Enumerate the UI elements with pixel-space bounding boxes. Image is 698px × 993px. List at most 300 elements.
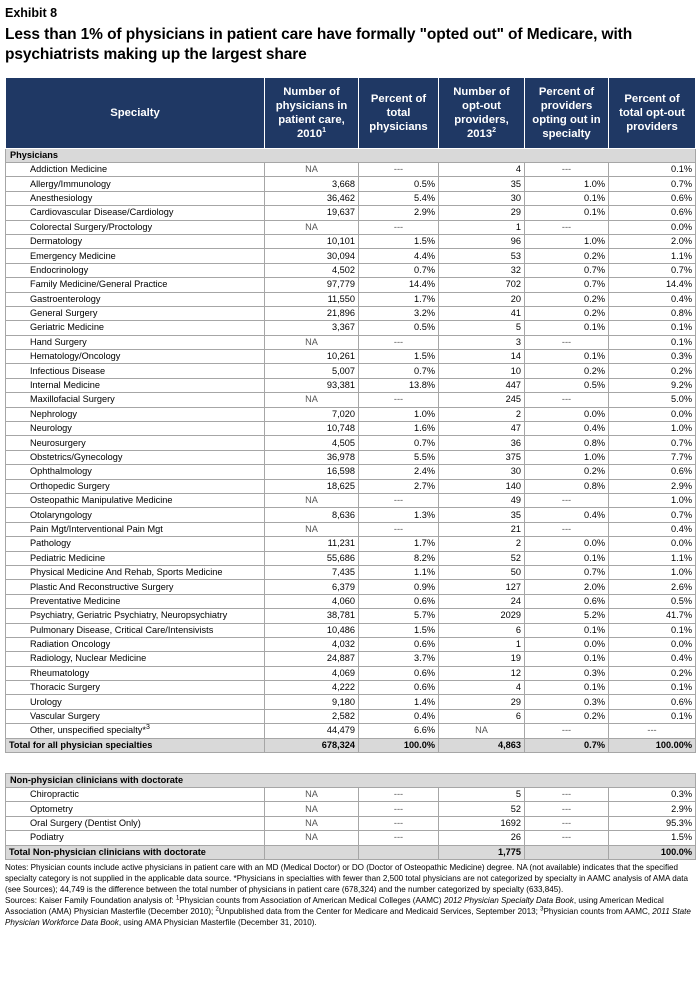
cell-physicians: 10,261 bbox=[265, 350, 359, 364]
cell-physicians: NA bbox=[265, 393, 359, 407]
cell-pct-specialty bbox=[525, 845, 609, 859]
cell-specialty: Optometry bbox=[6, 802, 265, 816]
table-row bbox=[6, 191, 696, 205]
cell-pct-specialty: --- bbox=[525, 493, 609, 507]
header-pct-total: Percent of total physicians bbox=[359, 78, 439, 149]
cell-pct-optout: 0.2% bbox=[609, 666, 696, 680]
cell-pct-total: --- bbox=[359, 220, 439, 234]
cell-specialty: Chiropractic bbox=[6, 788, 265, 802]
cell-physicians: 97,779 bbox=[265, 278, 359, 292]
cell-pct-optout: 0.3% bbox=[609, 350, 696, 364]
cell-optout: 2029 bbox=[439, 609, 525, 623]
cell-specialty: Internal Medicine bbox=[6, 378, 265, 392]
cell-pct-total: 14.4% bbox=[359, 278, 439, 292]
cell-pct-total: 1.6% bbox=[359, 422, 439, 436]
cell-pct-optout: 14.4% bbox=[609, 278, 696, 292]
sources-part-e: Physician counts from AAMC, bbox=[543, 906, 653, 916]
cell-specialty: Pain Mgt/Interventional Pain Mgt bbox=[6, 522, 265, 536]
cell-optout: 32 bbox=[439, 263, 525, 277]
cell-pct-specialty: 0.0% bbox=[525, 407, 609, 421]
cell-pct-specialty: 0.7% bbox=[525, 565, 609, 579]
cell-specialty: Cardiovascular Disease/Cardiology bbox=[6, 206, 265, 220]
cell-pct-specialty: --- bbox=[525, 220, 609, 234]
cell-pct-specialty: --- bbox=[525, 816, 609, 830]
table-row bbox=[6, 220, 696, 234]
cell-optout: 140 bbox=[439, 479, 525, 493]
notes-block bbox=[5, 863, 695, 928]
cell-pct-total: 13.8% bbox=[359, 378, 439, 392]
cell-pct-total: 5.4% bbox=[359, 191, 439, 205]
cell-pct-total: 0.4% bbox=[359, 709, 439, 723]
cell-specialty: Obstetrics/Gynecology bbox=[6, 450, 265, 464]
cell-pct-specialty: 1.0% bbox=[525, 450, 609, 464]
cell-pct-optout: 0.0% bbox=[609, 407, 696, 421]
cell-optout: 4 bbox=[439, 163, 525, 177]
cell-optout: 5 bbox=[439, 321, 525, 335]
header-specialty: Specialty bbox=[6, 78, 265, 149]
cell-specialty: Radiation Oncology bbox=[6, 637, 265, 651]
cell-physicians: 5,007 bbox=[265, 364, 359, 378]
cell-optout: 29 bbox=[439, 695, 525, 709]
cell-optout: 41 bbox=[439, 306, 525, 320]
table-row bbox=[6, 493, 696, 507]
table-row bbox=[6, 695, 696, 709]
cell-pct-total: 1.4% bbox=[359, 695, 439, 709]
cell-pct-optout: 0.3% bbox=[609, 788, 696, 802]
cell-pct-total: 1.5% bbox=[359, 623, 439, 637]
cell-physicians: 21,896 bbox=[265, 306, 359, 320]
cell-pct-optout: 0.5% bbox=[609, 594, 696, 608]
cell-pct-total: 0.6% bbox=[359, 681, 439, 695]
cell-pct-optout: 0.7% bbox=[609, 263, 696, 277]
section-row-nonphysicians bbox=[6, 774, 696, 788]
cell-pct-optout: 0.0% bbox=[609, 537, 696, 551]
cell-specialty: Osteopathic Manipulative Medicine bbox=[6, 493, 265, 507]
table-row bbox=[6, 551, 696, 565]
cell-physicians: NA bbox=[265, 163, 359, 177]
cell-pct-specialty: 1.0% bbox=[525, 177, 609, 191]
cell-pct-total: 1.5% bbox=[359, 350, 439, 364]
cell-specialty: Ophthalmology bbox=[6, 465, 265, 479]
cell-physicians: 38,781 bbox=[265, 609, 359, 623]
cell-specialty: Total Non-physician clinicians with doctorate bbox=[6, 845, 265, 859]
table-row bbox=[6, 580, 696, 594]
cell-pct-total: 1.1% bbox=[359, 565, 439, 579]
cell-optout: 14 bbox=[439, 350, 525, 364]
cell-pct-specialty: 0.2% bbox=[525, 709, 609, 723]
sources-part-d: Unpublished data from the Center for Medicare and Medicaid Services, September 2013; bbox=[218, 906, 541, 916]
cell-pct-total: 6.6% bbox=[359, 724, 439, 738]
cell-pct-specialty: 0.7% bbox=[525, 738, 609, 752]
cell-pct-specialty: 0.5% bbox=[525, 378, 609, 392]
cell-specialty: Infectious Disease bbox=[6, 364, 265, 378]
cell-pct-optout: 0.1% bbox=[609, 163, 696, 177]
cell-optout: 24 bbox=[439, 594, 525, 608]
cell-specialty: Otolaryngology bbox=[6, 508, 265, 522]
table-row bbox=[6, 407, 696, 421]
cell-physicians: 4,060 bbox=[265, 594, 359, 608]
cell-optout: 1 bbox=[439, 637, 525, 651]
cell-pct-optout: 1.0% bbox=[609, 422, 696, 436]
physicians-table bbox=[5, 77, 696, 753]
nonphysician-table bbox=[5, 773, 696, 860]
cell-pct-total: 1.3% bbox=[359, 508, 439, 522]
header-optout-sup: 2 bbox=[492, 127, 497, 135]
table-row bbox=[6, 681, 696, 695]
cell-pct-specialty: --- bbox=[525, 802, 609, 816]
sources-sup-3: 3 bbox=[540, 905, 544, 912]
cell-specialty: Pulmonary Disease, Critical Care/Intensivists bbox=[6, 623, 265, 637]
cell-pct-specialty: --- bbox=[525, 522, 609, 536]
cell-specialty: Oral Surgery (Dentist Only) bbox=[6, 816, 265, 830]
cell-pct-specialty: 0.3% bbox=[525, 695, 609, 709]
cell-pct-total: 0.5% bbox=[359, 321, 439, 335]
cell-pct-total: 0.5% bbox=[359, 177, 439, 191]
cell-pct-optout: 2.0% bbox=[609, 234, 696, 248]
cell-optout: NA bbox=[439, 724, 525, 738]
section-label: Non-physician clinicians with doctorate bbox=[6, 774, 696, 788]
cell-specialty: Allergy/Immunology bbox=[6, 177, 265, 191]
exhibit-label: Exhibit 8 bbox=[5, 6, 58, 20]
cell-pct-specialty: 0.0% bbox=[525, 537, 609, 551]
cell-optout: 2 bbox=[439, 407, 525, 421]
table-row bbox=[6, 263, 696, 277]
cell-pct-optout: 0.6% bbox=[609, 206, 696, 220]
cell-pct-total: 5.5% bbox=[359, 450, 439, 464]
cell-pct-total: 1.7% bbox=[359, 537, 439, 551]
cell-pct-optout: 0.7% bbox=[609, 436, 696, 450]
cell-specialty: Pathology bbox=[6, 537, 265, 551]
cell-specialty: Addiction Medicine bbox=[6, 163, 265, 177]
cell-pct-specialty: 0.2% bbox=[525, 249, 609, 263]
table-row bbox=[6, 350, 696, 364]
cell-pct-specialty: 0.1% bbox=[525, 551, 609, 565]
cell-optout: 6 bbox=[439, 623, 525, 637]
cell-pct-specialty: --- bbox=[525, 831, 609, 845]
cell-physicians: NA bbox=[265, 220, 359, 234]
cell-pct-optout: 0.1% bbox=[609, 321, 696, 335]
cell-specialty-text: Other, unspecified specialty* bbox=[30, 725, 146, 736]
cell-pct-optout: 0.1% bbox=[609, 335, 696, 349]
cell-specialty: Gastroenterology bbox=[6, 292, 265, 306]
cell-pct-specialty: 5.2% bbox=[525, 609, 609, 623]
cell-pct-specialty: 0.2% bbox=[525, 465, 609, 479]
cell-pct-optout: 95.3% bbox=[609, 816, 696, 830]
cell-physicians: 8,636 bbox=[265, 508, 359, 522]
sources-part-f: , using AMA Physician Masterfile (December 31, 2010). bbox=[118, 917, 317, 927]
cell-pct-specialty: 0.1% bbox=[525, 206, 609, 220]
cell-pct-specialty: 0.1% bbox=[525, 321, 609, 335]
cell-pct-total: 0.6% bbox=[359, 637, 439, 651]
cell-optout: 20 bbox=[439, 292, 525, 306]
cell-pct-total: 0.7% bbox=[359, 364, 439, 378]
cell-pct-total: 2.7% bbox=[359, 479, 439, 493]
cell-optout: 29 bbox=[439, 206, 525, 220]
notes-text: Notes: Physician counts include active physicians in patient care with an MD (Medical Doctor) or DO (Doctor of Osteopathic Medicine) degree. NA (not available) indicates that the specified specialty category is not supplied in the applicable data source. *Physicians in specialties with fewer than 2,500 total physicians are not categorized by specialty in AAMC analysis of AMA data (see Sources); 44,749 is the difference between the total number of physicians in patient care (678,324) and the number categorized by specialty (633,845). bbox=[5, 862, 688, 894]
cell-pct-optout: 0.1% bbox=[609, 709, 696, 723]
cell-pct-specialty: 0.1% bbox=[525, 191, 609, 205]
cell-specialty: General Surgery bbox=[6, 306, 265, 320]
sources-part-a: Sources: Kaiser Family Foundation analysis of: bbox=[5, 895, 176, 905]
exhibit-container bbox=[5, 4, 695, 928]
cell-physicians: 55,686 bbox=[265, 551, 359, 565]
cell-pct-total: --- bbox=[359, 335, 439, 349]
cell-optout: 52 bbox=[439, 551, 525, 565]
cell-pct-specialty: 0.1% bbox=[525, 623, 609, 637]
cell-pct-total: 0.6% bbox=[359, 594, 439, 608]
cell-pct-specialty: --- bbox=[525, 335, 609, 349]
table-row bbox=[6, 637, 696, 651]
header-physicians bbox=[265, 78, 359, 149]
cell-pct-specialty: 0.2% bbox=[525, 364, 609, 378]
cell-optout: 26 bbox=[439, 831, 525, 845]
header-pct-optout: Percent of total opt-out providers bbox=[609, 78, 696, 149]
sources-book-1: 2012 Physician Specialty Data Book bbox=[443, 895, 574, 905]
cell-pct-optout: 0.6% bbox=[609, 465, 696, 479]
cell-optout: 5 bbox=[439, 788, 525, 802]
cell-pct-optout: 0.8% bbox=[609, 306, 696, 320]
sources-sup-2: 2 bbox=[215, 905, 219, 912]
sources-book-2: 2011 State Physician Workforce Data Book bbox=[5, 906, 691, 927]
cell-physicians: 10,101 bbox=[265, 234, 359, 248]
cell-pct-optout: 5.0% bbox=[609, 393, 696, 407]
cell-pct-total: 2.4% bbox=[359, 465, 439, 479]
table-row bbox=[6, 422, 696, 436]
header-optout-text: Number of opt-out providers, 2013 bbox=[453, 86, 510, 140]
cell-optout: 10 bbox=[439, 364, 525, 378]
cell-optout: 30 bbox=[439, 465, 525, 479]
table-row bbox=[6, 522, 696, 536]
cell-pct-optout: 1.1% bbox=[609, 551, 696, 565]
cell-pct-total: 0.9% bbox=[359, 580, 439, 594]
cell-pct-optout: 0.6% bbox=[609, 695, 696, 709]
total-row-physicians bbox=[6, 738, 696, 752]
cell-pct-total: --- bbox=[359, 831, 439, 845]
cell-pct-optout: 2.9% bbox=[609, 479, 696, 493]
cell-pct-specialty: 0.7% bbox=[525, 263, 609, 277]
cell-specialty: Vascular Surgery bbox=[6, 709, 265, 723]
cell-pct-total: 8.2% bbox=[359, 551, 439, 565]
cell-specialty: Emergency Medicine bbox=[6, 249, 265, 263]
cell-specialty: Maxillofacial Surgery bbox=[6, 393, 265, 407]
cell-pct-optout: 2.6% bbox=[609, 580, 696, 594]
cell-physicians: 7,020 bbox=[265, 407, 359, 421]
cell-optout: 47 bbox=[439, 422, 525, 436]
table-row bbox=[6, 709, 696, 723]
cell-optout: 4 bbox=[439, 681, 525, 695]
cell-pct-total: --- bbox=[359, 816, 439, 830]
cell-pct-optout: 0.4% bbox=[609, 652, 696, 666]
cell-pct-specialty: 0.1% bbox=[525, 652, 609, 666]
cell-optout: 35 bbox=[439, 508, 525, 522]
cell-specialty bbox=[6, 724, 265, 738]
cell-pct-specialty: 0.2% bbox=[525, 292, 609, 306]
cell-optout: 35 bbox=[439, 177, 525, 191]
cell-physicians: 30,094 bbox=[265, 249, 359, 263]
cell-pct-optout: 1.0% bbox=[609, 565, 696, 579]
cell-optout: 1692 bbox=[439, 816, 525, 830]
cell-pct-optout: 0.7% bbox=[609, 177, 696, 191]
cell-pct-optout: 1.0% bbox=[609, 493, 696, 507]
header-row bbox=[6, 78, 696, 149]
cell-optout: 49 bbox=[439, 493, 525, 507]
cell-specialty: Geriatric Medicine bbox=[6, 321, 265, 335]
cell-pct-specialty: 0.3% bbox=[525, 666, 609, 680]
cell-physicians: 11,231 bbox=[265, 537, 359, 551]
cell-physicians: 11,550 bbox=[265, 292, 359, 306]
cell-pct-optout: 0.4% bbox=[609, 522, 696, 536]
table-row bbox=[6, 249, 696, 263]
cell-pct-specialty: 0.8% bbox=[525, 436, 609, 450]
cell-pct-total: --- bbox=[359, 393, 439, 407]
cell-specialty: Anesthesiology bbox=[6, 191, 265, 205]
cell-pct-specialty: 2.0% bbox=[525, 580, 609, 594]
cell-specialty: Psychiatry, Geriatric Psychiatry, Neuropsychiatry bbox=[6, 609, 265, 623]
cell-physicians: 18,625 bbox=[265, 479, 359, 493]
cell-pct-total: --- bbox=[359, 493, 439, 507]
cell-physicians: 4,222 bbox=[265, 681, 359, 695]
cell-pct-specialty: --- bbox=[525, 393, 609, 407]
cell-physicians: 4,502 bbox=[265, 263, 359, 277]
cell-physicians: NA bbox=[265, 816, 359, 830]
cell-optout: 21 bbox=[439, 522, 525, 536]
section-label: Physicians bbox=[6, 149, 696, 163]
cell-specialty: Neurology bbox=[6, 422, 265, 436]
table-row bbox=[6, 206, 696, 220]
cell-pct-optout: 2.9% bbox=[609, 802, 696, 816]
table-row bbox=[6, 508, 696, 522]
cell-pct-specialty: 0.1% bbox=[525, 681, 609, 695]
sources-part-c: , using American Medical Association (AMA) Physician Masterfile (December 2010); bbox=[5, 895, 664, 916]
cell-specialty: Colorectal Surgery/Proctology bbox=[6, 220, 265, 234]
table-row bbox=[6, 537, 696, 551]
cell-optout: 245 bbox=[439, 393, 525, 407]
cell-physicians: NA bbox=[265, 335, 359, 349]
table-row bbox=[6, 623, 696, 637]
cell-physicians: 36,978 bbox=[265, 450, 359, 464]
cell-specialty: Rheumatology bbox=[6, 666, 265, 680]
cell-pct-specialty: 0.4% bbox=[525, 422, 609, 436]
cell-pct-specialty: 1.0% bbox=[525, 234, 609, 248]
cell-pct-optout: 0.1% bbox=[609, 623, 696, 637]
cell-optout: 52 bbox=[439, 802, 525, 816]
table-row bbox=[6, 802, 696, 816]
table-row bbox=[6, 816, 696, 830]
cell-specialty: Dermatology bbox=[6, 234, 265, 248]
cell-specialty-sup: 3 bbox=[145, 724, 150, 732]
cell-physicians: 3,367 bbox=[265, 321, 359, 335]
cell-optout: 127 bbox=[439, 580, 525, 594]
cell-physicians: NA bbox=[265, 802, 359, 816]
cell-pct-optout: 0.6% bbox=[609, 191, 696, 205]
cell-pct-specialty: 0.2% bbox=[525, 306, 609, 320]
cell-pct-specialty: 0.0% bbox=[525, 637, 609, 651]
table-row bbox=[6, 234, 696, 248]
cell-optout: 12 bbox=[439, 666, 525, 680]
cell-pct-specialty: --- bbox=[525, 163, 609, 177]
cell-physicians: NA bbox=[265, 788, 359, 802]
cell-physicians: 3,668 bbox=[265, 177, 359, 191]
table-row bbox=[6, 652, 696, 666]
cell-specialty: Neurosurgery bbox=[6, 436, 265, 450]
cell-physicians: 36,462 bbox=[265, 191, 359, 205]
cell-physicians: 4,032 bbox=[265, 637, 359, 651]
cell-optout: 4,863 bbox=[439, 738, 525, 752]
table-row bbox=[6, 335, 696, 349]
cell-specialty: Family Medicine/General Practice bbox=[6, 278, 265, 292]
cell-pct-optout: --- bbox=[609, 724, 696, 738]
header-physicians-text: Number of physicians in patient care, 2010 bbox=[275, 86, 348, 140]
table-row bbox=[6, 292, 696, 306]
header-pct-specialty: Percent of providers opting out in specialty bbox=[525, 78, 609, 149]
cell-optout: 6 bbox=[439, 709, 525, 723]
cell-physicians: 9,180 bbox=[265, 695, 359, 709]
sources-sup-1: 1 bbox=[175, 895, 180, 901]
cell-pct-optout: 0.4% bbox=[609, 292, 696, 306]
cell-physicians: 2,582 bbox=[265, 709, 359, 723]
table-row bbox=[6, 278, 696, 292]
cell-pct-optout: 9.2% bbox=[609, 378, 696, 392]
cell-specialty: Physical Medicine And Rehab, Sports Medicine bbox=[6, 565, 265, 579]
cell-physicians: 678,324 bbox=[265, 738, 359, 752]
cell-specialty: Preventative Medicine bbox=[6, 594, 265, 608]
cell-optout: 3 bbox=[439, 335, 525, 349]
cell-physicians: 16,598 bbox=[265, 465, 359, 479]
cell-optout: 375 bbox=[439, 450, 525, 464]
cell-pct-optout: 0.7% bbox=[609, 508, 696, 522]
cell-pct-optout: 0.1% bbox=[609, 681, 696, 695]
table-row bbox=[6, 177, 696, 191]
cell-pct-total: 1.5% bbox=[359, 234, 439, 248]
cell-pct-total: 0.7% bbox=[359, 263, 439, 277]
cell-pct-total: 4.4% bbox=[359, 249, 439, 263]
cell-optout: 702 bbox=[439, 278, 525, 292]
cell-pct-total: 1.7% bbox=[359, 292, 439, 306]
cell-physicians bbox=[265, 845, 359, 859]
exhibit-title: Less than 1% of physicians in patient care have formally "opted out" of Medicare, with psychiatrists making up the largest share bbox=[5, 26, 633, 63]
cell-pct-total: 3.2% bbox=[359, 306, 439, 320]
cell-specialty: Plastic And Reconstructive Surgery bbox=[6, 580, 265, 594]
table-row bbox=[6, 565, 696, 579]
cell-pct-total: 0.6% bbox=[359, 666, 439, 680]
cell-pct-specialty: 0.7% bbox=[525, 278, 609, 292]
table-row bbox=[6, 436, 696, 450]
cell-pct-total: 5.7% bbox=[359, 609, 439, 623]
cell-physicians: NA bbox=[265, 522, 359, 536]
cell-optout: 2 bbox=[439, 537, 525, 551]
cell-pct-specialty: 0.4% bbox=[525, 508, 609, 522]
table-row bbox=[6, 364, 696, 378]
cell-pct-optout: 100.0% bbox=[609, 845, 696, 859]
header-optout bbox=[439, 78, 525, 149]
cell-optout: 53 bbox=[439, 249, 525, 263]
cell-pct-total: --- bbox=[359, 802, 439, 816]
cell-pct-total: --- bbox=[359, 522, 439, 536]
table-row bbox=[6, 724, 696, 738]
cell-pct-total: 0.7% bbox=[359, 436, 439, 450]
cell-pct-specialty: 0.6% bbox=[525, 594, 609, 608]
cell-physicians: NA bbox=[265, 831, 359, 845]
cell-physicians: 24,887 bbox=[265, 652, 359, 666]
cell-optout: 50 bbox=[439, 565, 525, 579]
cell-optout: 36 bbox=[439, 436, 525, 450]
sources-part-b: Physician counts from Association of American Medical Colleges (AAMC) bbox=[179, 895, 444, 905]
table-row bbox=[6, 163, 696, 177]
cell-specialty: Thoracic Surgery bbox=[6, 681, 265, 695]
cell-specialty: Radiology, Nuclear Medicine bbox=[6, 652, 265, 666]
cell-pct-optout: 0.0% bbox=[609, 637, 696, 651]
cell-physicians: 93,381 bbox=[265, 378, 359, 392]
